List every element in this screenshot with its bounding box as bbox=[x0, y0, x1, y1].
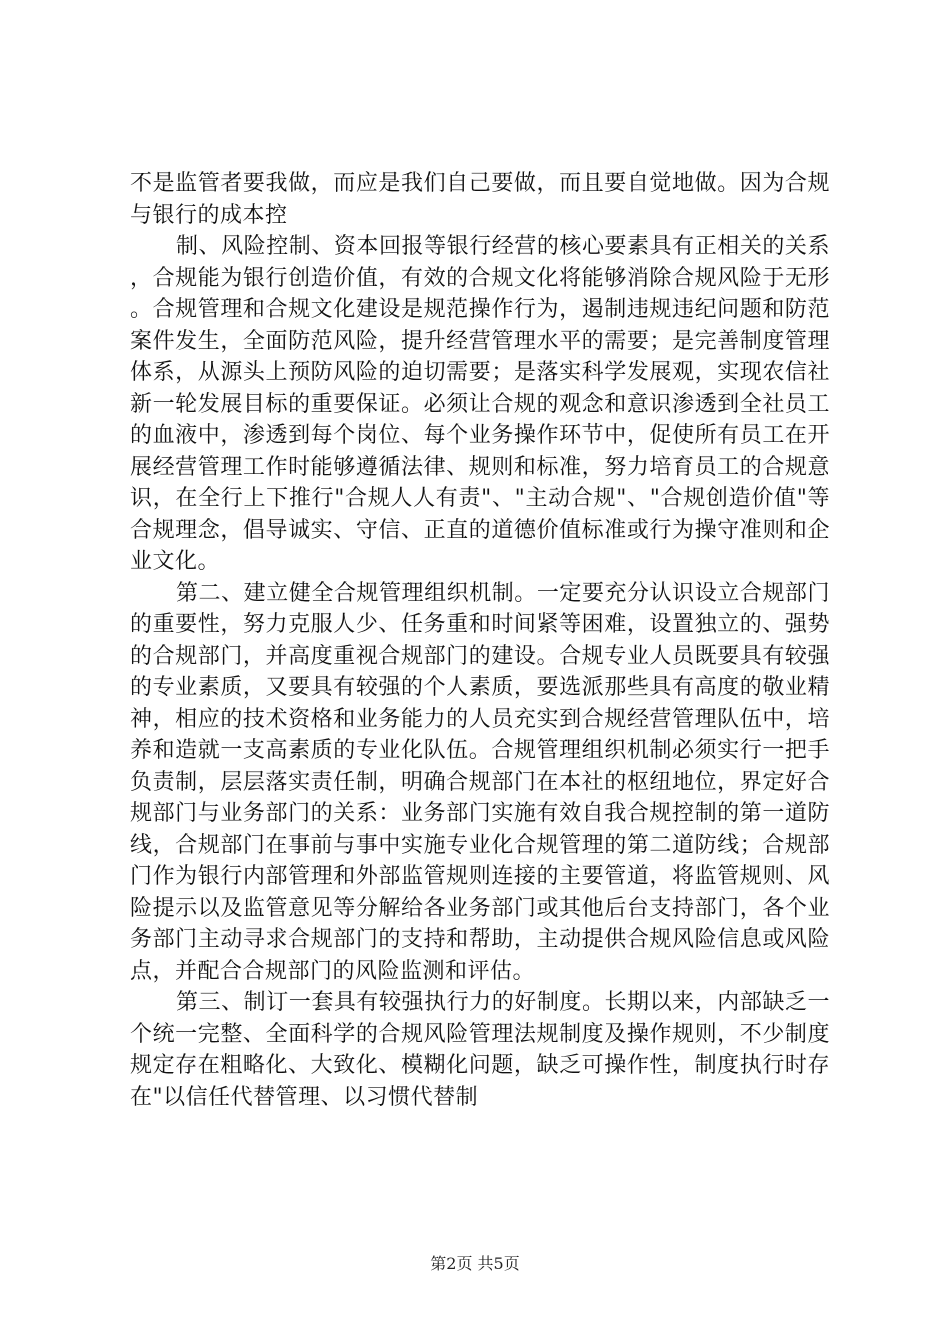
paragraph-2: 制、风险控制、资本回报等银行经营的核心要素具有正相关的关系，合规能为银行创造价值，有效的合规文化将能够消除合规风险于无形。合规管理和合规文化建设是规范操作行为，遏制违规违纪问题和防范案件发生，全面防范风险，提升经营管理水平的需要；是完善制度管理体系，从源头上预防风险的迫切需要；是落实科学发展观，实现农信社新一轮发展目标的重要保证。必须让合规的观念和意识渗透到全社员工的血液中，渗透到每个岗位、每个业务操作环节中，促使所有员工在开展经营管理工作时能够遵循法律、规则和标准，努力培育员工的合规意识，在全行上下推行"合规人人有责"、"主动合规"、"合规创造价值"等合规理念，倡导诚实、守信、正直的道德价值标准或行为操守准则和企业文化。 bbox=[130, 234, 830, 574]
paragraph-4: 第三、制订一套具有较强执行力的好制度。长期以来，内部缺乏一个统一完整、全面科学的合规风险管理法规制度及操作规则，不少制度规定存在粗略化、大致化、模糊化问题，缺乏可操作性，制度执行时存在"以信任代替管理、以习惯代替制 bbox=[130, 990, 830, 1110]
page-number: 第2页 共5页 bbox=[430, 1254, 520, 1273]
document-body bbox=[130, 168, 830, 1113]
paragraph-3: 第二、建立健全合规管理组织机制。一定要充分认识设立合规部门的重要性，努力克服人少、任务重和时间紧等困难，设置独立的、强势的合规部门，并高度重视合规部门的建设。合规专业人员既要具有较强的专业素质，又要具有较强的个人素质，要选派那些具有高度的敬业精神，相应的技术资格和业务能力的人员充实到合规经营管理队伍中，培养和造就一支高素质的专业化队伍。合规管理组织机制必须实行一把手负责制，层层落实责任制，明确合规部门在本社的枢纽地位，界定好合规部门与业务部门的关系：业务部门实施有效自我合规控制的第一道防线，合规部门在事前与事中实施专业化合规管理的第二道防线；合规部门作为银行内部管理和外部监管规则连接的主要管道，将监管规则、风险提示以及监管意见等分解给各业务部门或其他后台支持部门，各个业务部门主动寻求合规部门的支持和帮助，主动提供合规风险信息或风险点，并配合合规部门的风险监测和评估。 bbox=[130, 580, 830, 984]
paragraph-1: 不是监管者要我做，而应是我们自己要做，而且要自觉地做。因为合规与银行的成本控 bbox=[130, 171, 830, 228]
